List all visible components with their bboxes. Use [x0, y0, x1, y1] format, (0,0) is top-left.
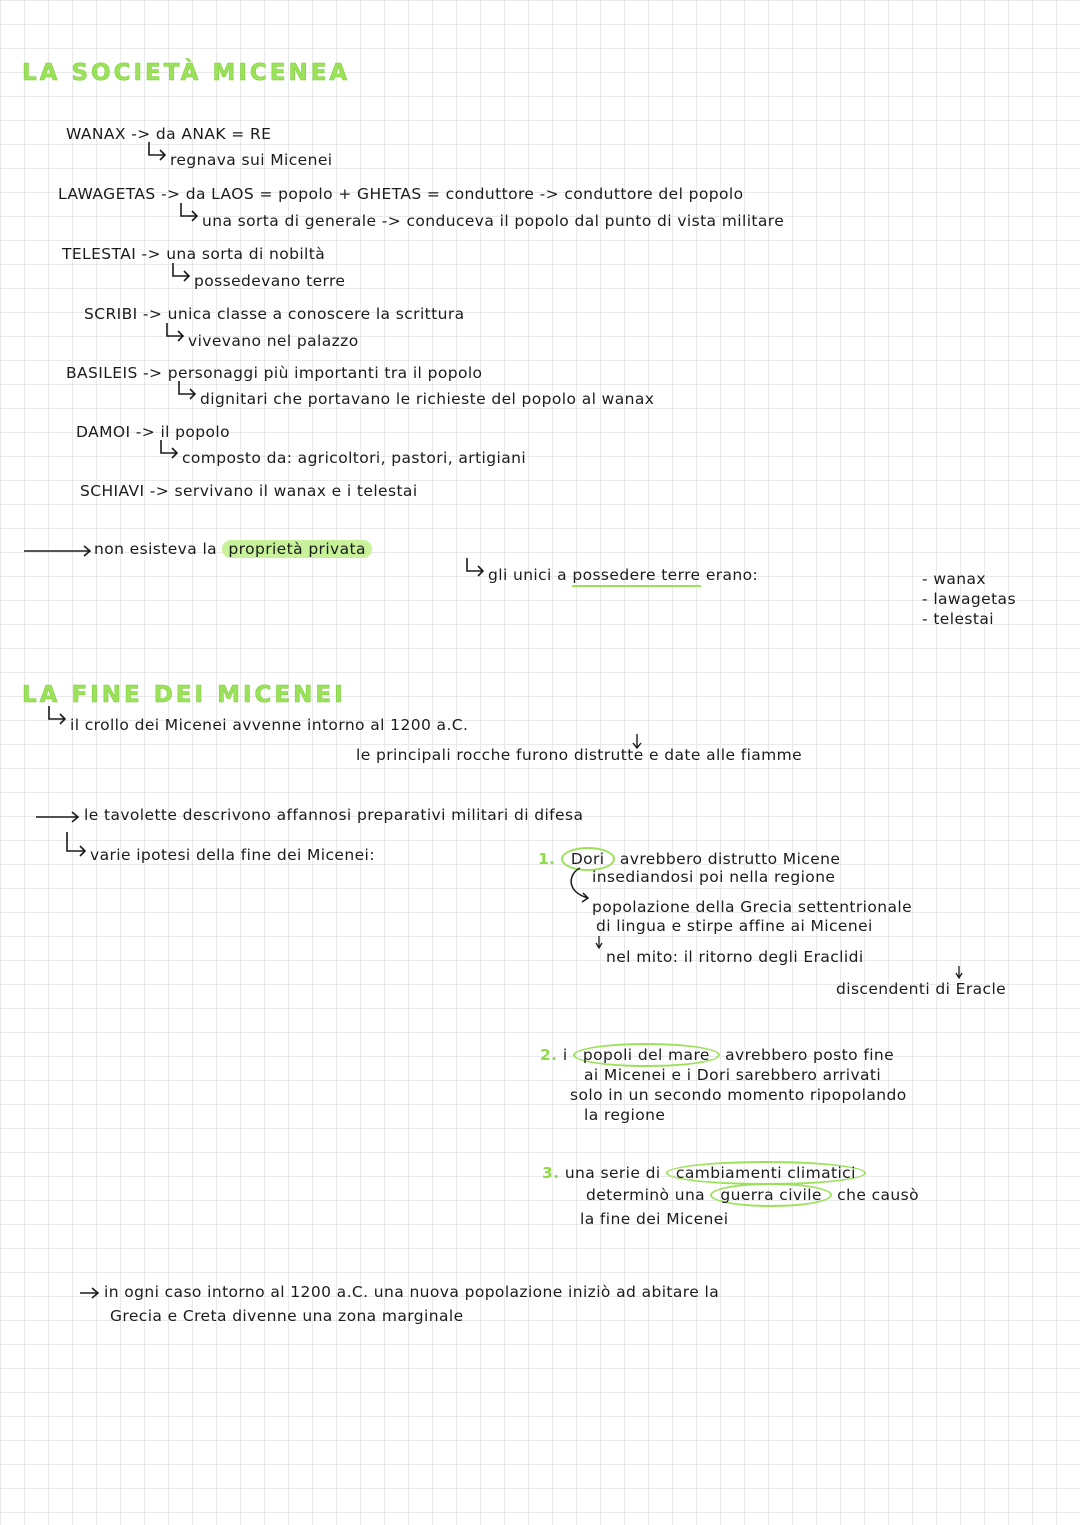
- wanax-line: WANAX -> da ANAK = RE: [66, 125, 272, 143]
- hypothesis-1-l6: discendenti di Eracle: [836, 980, 1007, 998]
- telestai-line: TELESTAI -> una sorta di nobiltà: [62, 245, 326, 263]
- section-title-societa: LA SOCIETÀ MICENEA: [22, 60, 351, 86]
- short-arrow-icon: [80, 1286, 102, 1300]
- hypothesis-2-l3: solo in un secondo momento ripopolando: [570, 1086, 907, 1104]
- hypothesis-2-pre: i: [562, 1046, 573, 1064]
- ipotesi-label: varie ipotesi della fine dei Micenei:: [90, 846, 375, 864]
- section-title-fine: LA FINE DEI MICENEI: [22, 682, 346, 708]
- hypothesis-3: [542, 1164, 866, 1183]
- hypothesis-2-number: 2.: [540, 1046, 558, 1064]
- crollo-line: il crollo dei Micenei avvenne intorno al 1200 a.C.: [70, 716, 469, 734]
- private-sub-underline: possedere terre: [572, 566, 700, 587]
- hypothesis-3-pre: una serie di: [564, 1164, 666, 1182]
- sub-arrow-icon: [180, 203, 200, 223]
- hypothesis-1-l2: insediandosi poi nella regione: [592, 868, 836, 886]
- owner-item: - telestai: [922, 610, 994, 628]
- down-arrow-icon: [954, 966, 964, 980]
- hypothesis-2-l2: ai Micenei e i Dori sarebbero arrivati: [584, 1066, 882, 1084]
- sub-arrow-icon: [172, 263, 192, 283]
- basileis-sub: dignitari che portavano le richieste del popolo al wanax: [200, 390, 655, 408]
- telestai-sub: possedevano terre: [194, 272, 346, 290]
- long-arrow-icon: [24, 544, 94, 558]
- hypothesis-3-l2-pre: determinò una: [586, 1186, 711, 1204]
- hypothesis-1-l4: di lingua e stirpe affine ai Micenei: [596, 917, 873, 935]
- owner-item: - wanax: [922, 570, 986, 588]
- long-arrow-icon: [36, 810, 82, 824]
- sub-arrow-icon: [178, 381, 198, 401]
- rocche-line: le principali rocche furono distrutte e date alle fiamme: [356, 746, 803, 764]
- sub-arrow-icon: [148, 142, 168, 162]
- scribi-sub: vivevano nel palazzo: [188, 332, 359, 350]
- damoi-sub: composto da: agricoltori, pastori, artigiani: [182, 449, 527, 467]
- owner-item: - lawagetas: [922, 590, 1016, 608]
- hypothesis-2-l1: avrebbero posto fine: [719, 1046, 895, 1064]
- hypothesis-2-l4: la regione: [584, 1106, 666, 1124]
- sub-arrow-icon: [48, 706, 68, 726]
- sub-arrow-icon: [160, 440, 180, 460]
- popoli-del-mare-circled: popoli del mare: [573, 1043, 720, 1067]
- hypothesis-1-l5: nel mito: il ritorno degli Eraclidi: [606, 948, 864, 966]
- sub-arrow-icon: [66, 832, 88, 858]
- lawagetas-sub: una sorta di generale -> conduceva il popolo dal punto di vista militare: [202, 212, 785, 230]
- private-pre: non esisteva la: [94, 540, 223, 558]
- hypothesis-3-l2: [586, 1186, 919, 1205]
- private-sub-pre: gli unici a: [488, 566, 573, 584]
- hypothesis-3-l3: la fine dei Micenei: [580, 1210, 729, 1228]
- hypothesis-1-number: 1.: [538, 850, 556, 868]
- conclusione-line-1: in ogni caso intorno al 1200 a.C. una nuova popolazione iniziò ad abitare la: [104, 1283, 720, 1301]
- cambiamenti-climatici-circled: cambiamenti climatici: [666, 1161, 866, 1185]
- dori-circled: Dori: [561, 847, 615, 871]
- down-arrow-icon: [594, 936, 604, 950]
- wanax-sub: regnava sui Micenei: [170, 151, 333, 169]
- basileis-line: BASILEIS -> personaggi più importanti tra il popolo: [66, 364, 483, 382]
- private-sub: [488, 566, 758, 585]
- guerra-civile-circled: guerra civile: [710, 1183, 831, 1207]
- damoi-line: DAMOI -> il popolo: [76, 423, 231, 441]
- conclusione-line-2: Grecia e Creta divenne una zona marginale: [110, 1307, 464, 1325]
- sub-arrow-icon: [166, 323, 186, 343]
- schiavi-line: SCHIAVI -> servivano il wanax e i telestai: [80, 482, 418, 500]
- sub-arrow-icon: [466, 558, 486, 578]
- scribi-line: SCRIBI -> unica classe a conoscere la scrittura: [84, 305, 465, 323]
- hypothesis-1-l3: popolazione della Grecia settentrionale: [592, 898, 913, 916]
- private-sub-post: erano:: [700, 566, 759, 584]
- hypothesis-3-number: 3.: [542, 1164, 560, 1182]
- lawagetas-line: LAWAGETAS -> da LAOS = popolo + GHETAS = conduttore -> conduttore del popolo: [58, 185, 744, 203]
- private-highlight: proprietà privata: [222, 540, 371, 558]
- hypothesis-3-l2-post: che causò: [831, 1186, 919, 1204]
- hypothesis-2: [540, 1046, 894, 1065]
- tavolette-line: le tavolette descrivono affannosi preparativi militari di difesa: [84, 806, 584, 824]
- private-property-line: [94, 540, 372, 559]
- hypothesis-1-l1: avrebbero distrutto Micene: [619, 850, 841, 868]
